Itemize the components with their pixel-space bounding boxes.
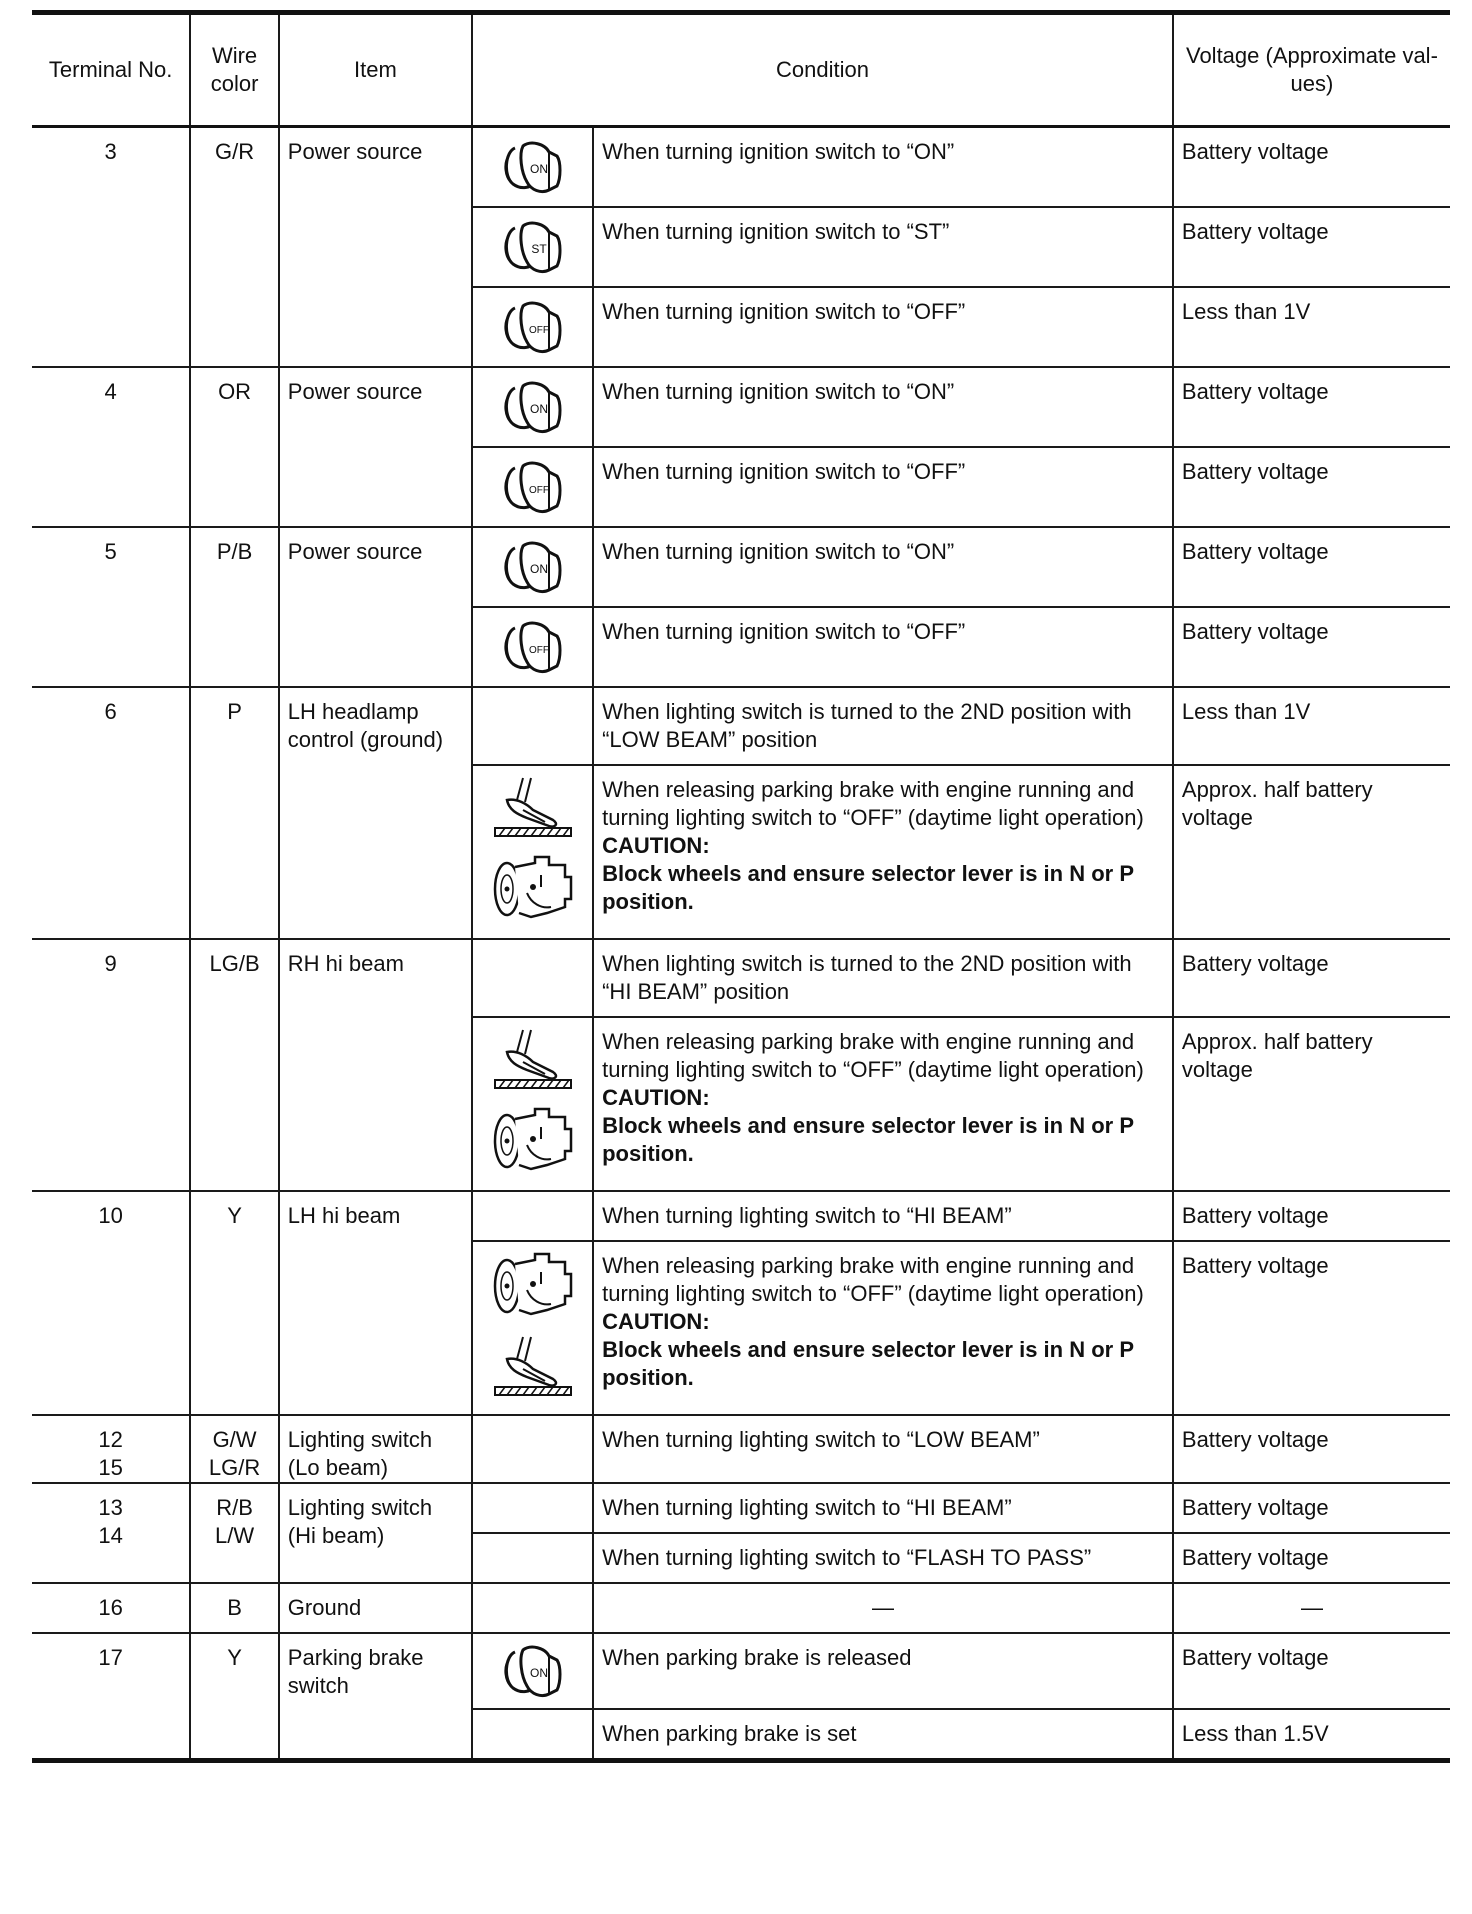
parking-brake-pedal-icon xyxy=(493,774,573,847)
engine-running-icon xyxy=(491,1250,575,1327)
voltage-cell: Battery voltage xyxy=(1173,207,1450,287)
voltage-cell: Battery voltage xyxy=(1173,939,1450,1017)
condition-icon-cell xyxy=(472,367,593,447)
parking-brake-pedal-icon xyxy=(493,1333,573,1406)
condition-icon-cell xyxy=(472,1191,593,1241)
condition-cell xyxy=(593,1241,1173,1415)
condition-cell xyxy=(593,1483,1173,1533)
condition-text: When releasing parking brake with engine running and turning lighting switch to “OFF” (daytime light operation) xyxy=(602,1028,1144,1082)
svg-text:OFF: OFF xyxy=(528,644,549,656)
ignition-key-off-icon xyxy=(477,618,588,676)
svg-text:ON: ON xyxy=(529,401,548,416)
wire-color-cell: Y xyxy=(190,1191,278,1415)
condition-cell xyxy=(593,607,1173,687)
voltage-cell: Less than 1V xyxy=(1173,687,1450,765)
condition-cell xyxy=(593,127,1173,207)
condition-icon-cell xyxy=(472,1241,593,1415)
item-cell: RH hi beam xyxy=(279,939,472,1191)
table-row xyxy=(32,527,1450,607)
table-row xyxy=(32,127,1450,207)
caution-label: CAUTION: xyxy=(602,1084,710,1110)
condition-icon-cell xyxy=(472,447,593,527)
terminal-no-cell xyxy=(32,1483,190,1583)
item-cell: Lighting switch (Hi beam) xyxy=(279,1483,472,1583)
wire-color-cell xyxy=(190,1483,278,1583)
item-cell: Lighting switch (Lo beam) xyxy=(279,1415,472,1483)
item-cell: Ground xyxy=(279,1583,472,1633)
header-voltage: Voltage (Approximate val-ues) xyxy=(1173,13,1450,127)
condition-icon-cell xyxy=(472,1583,593,1633)
wire-color-cell: LG/B xyxy=(190,939,278,1191)
wire-color-cell: Y xyxy=(190,1633,278,1761)
header-wire-color: Wire color xyxy=(190,13,278,127)
ignition-key-st-icon xyxy=(477,218,588,276)
wire-color-cell: G/R xyxy=(190,127,278,367)
condition-text: When turning lighting switch to “FLASH TO PASS” xyxy=(602,1544,1092,1570)
table-row xyxy=(32,1191,1450,1241)
condition-text: When parking brake is set xyxy=(602,1720,857,1746)
condition-cell xyxy=(593,367,1173,447)
condition-icon-cell xyxy=(472,127,593,207)
condition-text: When turning ignition switch to “ON” xyxy=(602,538,955,564)
item-cell: LH hi beam xyxy=(279,1191,472,1415)
table-row xyxy=(32,939,1450,1017)
terminal-no-cell: 9 xyxy=(32,939,190,1191)
table-row xyxy=(32,367,1450,447)
condition-text: When lighting switch is turned to the 2ND position with “HI BEAM” position xyxy=(602,950,1132,1004)
terminal-no-cell xyxy=(32,1415,190,1483)
terminal-voltage-table-page xyxy=(32,10,1450,1763)
condition-text: When turning ignition switch to “ON” xyxy=(602,139,955,164)
voltage-cell: Battery voltage xyxy=(1173,527,1450,607)
ignition-key-on-icon xyxy=(477,538,588,596)
condition-cell xyxy=(593,447,1173,527)
header-item: Item xyxy=(279,13,472,127)
condition-text: — xyxy=(872,1594,894,1620)
voltage-cell: Battery voltage xyxy=(1173,1483,1450,1533)
condition-cell xyxy=(593,1415,1173,1483)
voltage-cell: Battery voltage xyxy=(1173,1241,1450,1415)
terminal-no-cell: 16 xyxy=(32,1583,190,1633)
voltage-cell: Battery voltage xyxy=(1173,1191,1450,1241)
table-row xyxy=(32,1633,1450,1709)
item-cell: Power source xyxy=(279,127,472,367)
condition-text: When turning lighting switch to “HI BEAM” xyxy=(602,1202,1012,1228)
condition-text: When turning ignition switch to “OFF” xyxy=(602,298,966,324)
wire-color: R/B L/W xyxy=(215,1494,255,1548)
condition-cell xyxy=(593,1533,1173,1583)
terminal-no-cell: 3 xyxy=(32,127,190,367)
condition-icon-cell xyxy=(472,687,593,765)
condition-cell xyxy=(593,287,1173,367)
item-cell: LH headlamp control (ground) xyxy=(279,687,472,939)
svg-text:ON: ON xyxy=(529,1665,548,1680)
terminal-no: 13 14 xyxy=(98,1494,123,1548)
condition-cell xyxy=(593,1709,1173,1761)
condition-cell xyxy=(593,1017,1173,1191)
condition-text: When turning lighting switch to “LOW BEAM” xyxy=(602,1426,1040,1452)
item-cell: Power source xyxy=(279,527,472,687)
svg-text:OFF: OFF xyxy=(528,324,549,336)
condition-cell xyxy=(593,1191,1173,1241)
header-terminal-no: Terminal No. xyxy=(32,13,190,127)
table-row xyxy=(32,1583,1450,1633)
wire-color-cell: P xyxy=(190,687,278,939)
engine-running-icon xyxy=(491,853,575,930)
condition-cell xyxy=(593,939,1173,1017)
engine-running-icon xyxy=(491,1105,575,1182)
caution-text: Block wheels and ensure selector lever is in N or P position. xyxy=(602,860,1134,914)
condition-icon-cell xyxy=(472,1483,593,1533)
condition-cell xyxy=(593,1633,1173,1709)
condition-text: When parking brake is released xyxy=(602,1644,912,1670)
ignition-key-on-icon xyxy=(477,378,588,436)
condition-text: When turning ignition switch to “ST” xyxy=(602,218,950,244)
condition-text: When lighting switch is turned to the 2ND position with “LOW BEAM” position xyxy=(602,698,1132,752)
engine-and-parking-brake-icons xyxy=(477,1250,588,1406)
condition-cell xyxy=(593,527,1173,607)
terminal-no: 12 15 xyxy=(98,1426,123,1480)
voltage-cell: — xyxy=(1173,1583,1450,1633)
table-row xyxy=(32,687,1450,765)
condition-cell xyxy=(593,765,1173,939)
header-condition: Condition xyxy=(472,13,1173,127)
caution-label: CAUTION: xyxy=(602,832,710,858)
voltage-cell: Approx. half battery voltage xyxy=(1173,1017,1450,1191)
caution-label: CAUTION: xyxy=(602,1308,710,1334)
voltage-cell: Battery voltage xyxy=(1173,1633,1450,1709)
parking-brake-pedal-icon xyxy=(493,1026,573,1099)
condition-icon-cell xyxy=(472,207,593,287)
terminal-no-cell: 17 xyxy=(32,1633,190,1761)
condition-text: When turning lighting switch to “HI BEAM” xyxy=(602,1494,1012,1520)
item-cell: Power source xyxy=(279,367,472,527)
wire-color-cell: OR xyxy=(190,367,278,527)
caution-text: Block wheels and ensure selector lever is in N or P position. xyxy=(602,1336,1134,1390)
ignition-key-on-icon xyxy=(477,1642,588,1700)
terminal-voltage-table xyxy=(32,10,1450,1763)
wire-color-cell: P/B xyxy=(190,527,278,687)
ignition-key-off-icon xyxy=(477,298,588,356)
wire-color-cell: B xyxy=(190,1583,278,1633)
condition-icon-cell xyxy=(472,939,593,1017)
condition-cell xyxy=(593,1583,1173,1633)
table-header-row xyxy=(32,13,1450,127)
svg-text:OFF: OFF xyxy=(528,484,549,496)
condition-text: When turning ignition switch to “OFF” xyxy=(602,458,966,484)
condition-icon-cell xyxy=(472,607,593,687)
voltage-cell: Battery voltage xyxy=(1173,1533,1450,1583)
condition-text: When releasing parking brake with engine running and turning lighting switch to “OFF” (daytime light operation) xyxy=(602,776,1144,830)
svg-text:ON: ON xyxy=(529,161,548,176)
voltage-cell: Battery voltage xyxy=(1173,1415,1450,1483)
condition-cell xyxy=(593,207,1173,287)
terminal-no-cell: 4 xyxy=(32,367,190,527)
parking-brake-and-engine-icons xyxy=(477,774,588,930)
voltage-cell: Battery voltage xyxy=(1173,447,1450,527)
terminal-no-cell: 6 xyxy=(32,687,190,939)
voltage-cell: Less than 1.5V xyxy=(1173,1709,1450,1761)
item-cell: Parking brake switch xyxy=(279,1633,472,1761)
condition-icon-cell xyxy=(472,527,593,607)
condition-text: When turning ignition switch to “ON” xyxy=(602,378,955,404)
table-row xyxy=(32,1415,1450,1483)
ignition-key-on-icon xyxy=(477,138,588,196)
condition-cell xyxy=(593,687,1173,765)
condition-icon-cell xyxy=(472,1633,593,1709)
condition-icon-cell xyxy=(472,1017,593,1191)
condition-icon-cell xyxy=(472,1415,593,1483)
voltage-cell: Less than 1V xyxy=(1173,287,1450,367)
voltage-cell: Battery voltage xyxy=(1173,127,1450,207)
condition-icon-cell xyxy=(472,287,593,367)
terminal-no-cell: 5 xyxy=(32,527,190,687)
terminal-no-cell: 10 xyxy=(32,1191,190,1415)
table-row xyxy=(32,1483,1450,1533)
condition-icon-cell xyxy=(472,765,593,939)
condition-icon-cell xyxy=(472,1533,593,1583)
voltage-cell: Battery voltage xyxy=(1173,367,1450,447)
wire-color-cell xyxy=(190,1415,278,1483)
caution-text: Block wheels and ensure selector lever is in N or P position. xyxy=(602,1112,1134,1166)
svg-text:ST: ST xyxy=(530,241,547,256)
parking-brake-and-engine-icons xyxy=(477,1026,588,1182)
voltage-cell: Approx. half battery voltage xyxy=(1173,765,1450,939)
condition-text: When releasing parking brake with engine running and turning lighting switch to “OFF” (daytime light operation) xyxy=(602,1252,1144,1306)
wire-color: G/W LG/R xyxy=(208,1426,261,1480)
ignition-key-off-icon xyxy=(477,458,588,516)
condition-text: When turning ignition switch to “OFF” xyxy=(602,618,966,644)
voltage-cell: Battery voltage xyxy=(1173,607,1450,687)
svg-text:ON: ON xyxy=(529,561,548,576)
condition-icon-cell xyxy=(472,1709,593,1761)
